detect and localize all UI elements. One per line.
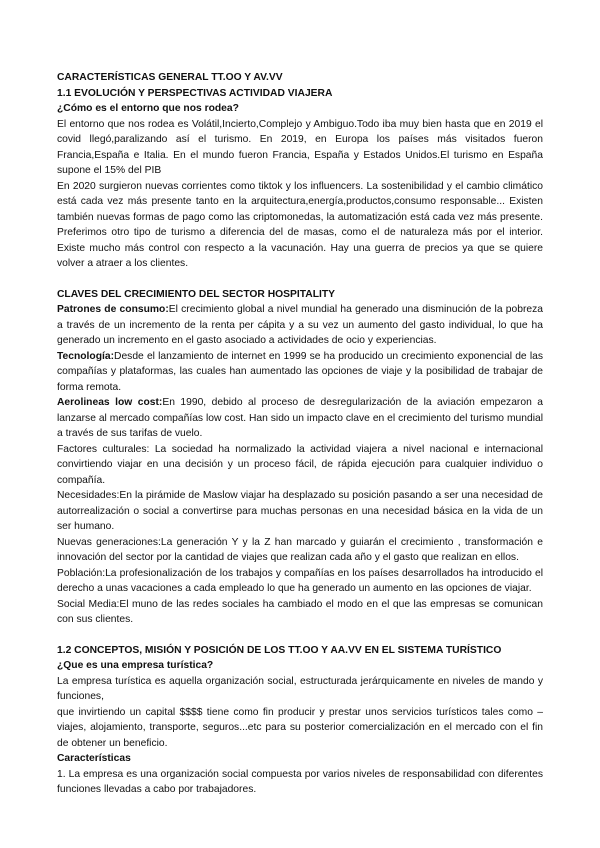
- claves-item: [57, 349, 543, 396]
- claves-item: [57, 535, 543, 566]
- section-1-1-question: ¿Cómo es el entorno que nos rodea?: [57, 103, 239, 114]
- claves-item: [57, 488, 543, 535]
- claves-item-text: Necesidades:En la pirámide de Maslow viajar ha desplazado su posición pasando a ser una necesidad de autorrealización o social a convertirse para muchas personas en una necesidad básica en la vida de un ser humano.: [57, 490, 543, 532]
- document-title: CARACTERÍSTICAS GENERAL TT.OO Y AV.VV: [57, 72, 283, 83]
- claves-item-text: El crecimiento global a nivel mundial ha generado una disminución de la pobreza a través de un incremento de la renta per cápita y a su vez un aumento del gasto individual, lo que ha generado un incremento en el gasto asociado a actividades de ocio y experiencias.: [57, 304, 543, 346]
- claves-item-text: En 1990, debido al proceso de desregularización de la aviación empezaron a lanzarse al mercado compañías low cost. Han sido un impacto clave en el crecimiento del turismo mundial a través de sus tarifas de vuelo.: [57, 397, 543, 439]
- claves-heading: CLAVES DEL CRECIMIENTO DEL SECTOR HOSPITALITY: [57, 288, 336, 300]
- section-1-2-paragraph-2: que invirtiendo un capital $$$$ tiene como fin producir y prestar unos servicios turísticos tales como – viajes, alojamiento, transporte, seguros...etc para su posterior comercialización en el mercado con el fin de obtener un beneficio.: [57, 706, 543, 749]
- claves-item-label: Patrones de consumo:: [57, 304, 169, 315]
- claves-item: [57, 302, 543, 349]
- characteristics-heading: Características: [57, 753, 131, 764]
- claves-item-text: Factores culturales: La sociedad ha normalizado la actividad viajera a nivel nacional e internacional convirtiendo viajar en una decisión y un proceso fácil, de rápida ejecución para cualquier individuo o compañía.: [57, 443, 543, 486]
- claves-item-text: Desde el lanzamiento de internet en 1999 se ha producido un crecimiento exponencial de las compañías y plataformas, las cuales han aumentado las opciones de viaje y la posibilidad de trabajar de forma remota.: [57, 350, 543, 393]
- claves-item: [57, 395, 543, 442]
- section-1-1-paragraph-2: En 2020 surgieron nuevas corrientes como tiktok y los influencers. La sostenibilidad y el cambio climático está cada vez más presente tanto en la arquitectura,energía,productos,consumo responsable... Existen también nuevas formas de pago como las criptomonedas, la automatización está cada vez más presente. Preferimos otro tipo de turismo a diferencia del de masas, como el de naturaleza más por el interior. Existe mucho más control con respecto a la vacunación. Hay una guerra de precios ya que se quiere volver a atraer a los clientes.: [57, 180, 543, 269]
- claves-item-text: Social Media:El muno de las redes sociales ha cambiado el modo en el que las empresas se comunican con sus clientes.: [57, 598, 543, 625]
- claves-item-text: Nuevas generaciones:La generación Y y la Z han marcado y guiarán el crecimiento , transformación e innovación del sector por la cantidad de viajes que realizan cada año y el gasto que realizan en ellos.: [57, 536, 543, 563]
- claves-item-label: Aerolineas low cost:: [57, 397, 163, 408]
- claves-item-label: Tecnología:: [57, 350, 115, 362]
- section-1-1-paragraph-1: El entorno que nos rodea es Volátil,Incierto,Complejo y Ambiguo.Todo iba muy bien hasta que en 2019 el covid llegó,paralizando así el turismo. En 2019, en Europa los países más visitados fueron Francia,España e Italia. En el mundo fueron Francia, España y Estados Unidos.El turismo en España supone el 15% del PIB: [57, 118, 543, 176]
- claves-item: [57, 597, 543, 628]
- claves-item-text: Población:La profesionalización de los trabajos y compañías en los países desarrollados ha introducido el derecho a unas vacaciones a cada empleado lo que ha generado un aumento en las opciones de viajar.: [57, 567, 543, 594]
- section-1-2-question: ¿Que es una empresa turística?: [57, 660, 214, 671]
- section-1-2-heading: 1.2 CONCEPTOS, MISIÓN Y POSICIÓN DE LOS TT.OO Y AA.VV EN EL SISTEMA TURÍSTICO: [57, 644, 502, 656]
- document-page: [57, 70, 543, 798]
- characteristic-item-1: 1. La empresa es una organización social compuesta por varios niveles de responsabilidad con diferentes funciones llevadas a cabo por trabajadores.: [57, 768, 543, 795]
- section-1-2-paragraph-1: La empresa turística es aquella organización social, estructurada jerárquicamente en niveles de mando y funciones,: [57, 675, 543, 702]
- claves-item: [57, 566, 543, 597]
- section-1-1-heading: 1.1 EVOLUCIÓN Y PERSPECTIVAS ACTIVIDAD VIAJERA: [57, 87, 333, 99]
- claves-item: [57, 442, 543, 489]
